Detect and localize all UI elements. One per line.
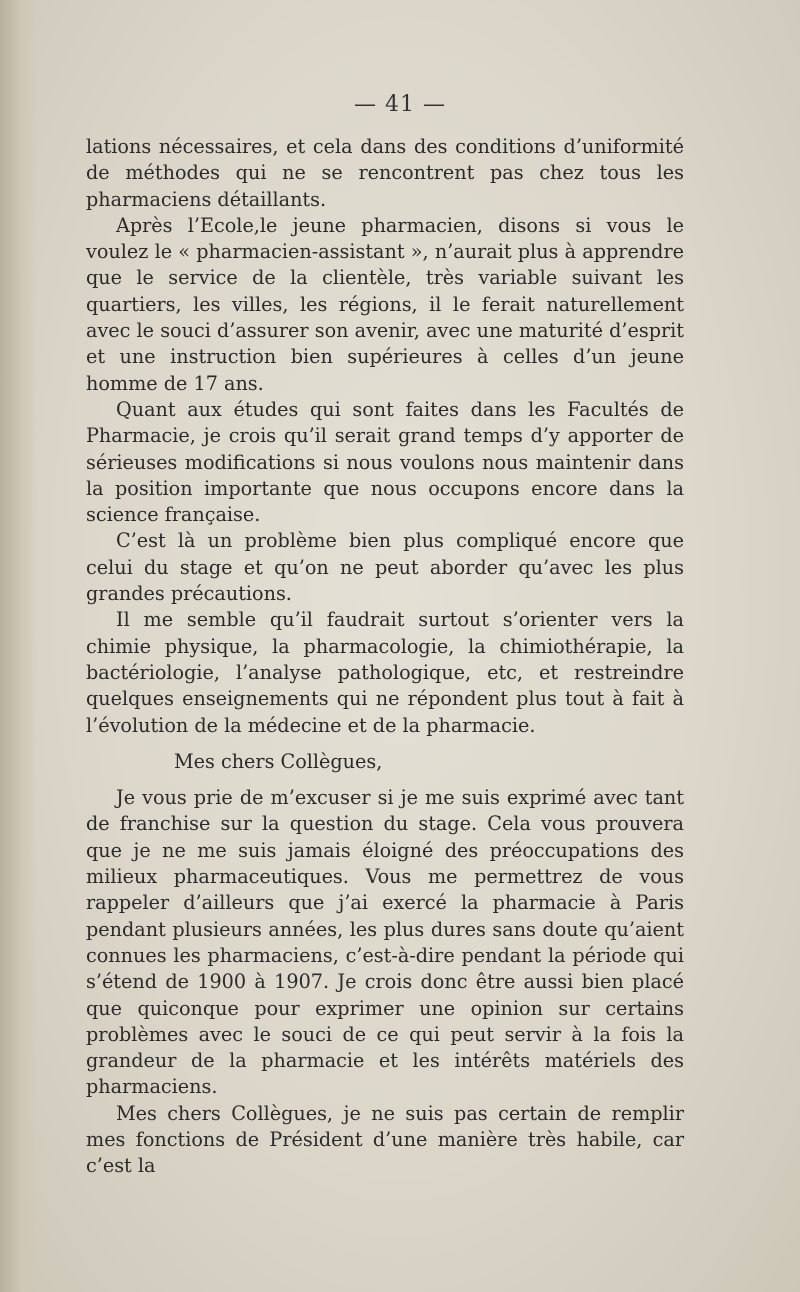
page-number: — 41 — bbox=[354, 92, 446, 117]
paragraph: Après l’Ecole,le jeune pharmacien, disons si vous le voulez le « pharmacien-assistant », n’aurait plus à apprendre que le service de la clientèle, très variable suivant les quartiers, les villes, les régions, il le ferait naturellement avec le souci d’assurer son avenir, avec une maturité d’esprit et une instruction bien supérieures à celles d’un jeune homme de 17 ans. bbox=[86, 213, 684, 395]
paragraph: lations nécessaires, et cela dans des conditions d’uniformité de méthodes qui ne se rencontrent pas chez tous les pharmaciens détaillants. bbox=[86, 135, 684, 211]
paragraph: C’est là un problème bien plus compliqué encore que celui du stage et qu’on ne peut aborder qu’avec les plus grandes précautions. bbox=[86, 529, 684, 606]
paragraph: Je vous prie de m’excuser si je me suis exprimé avec tant de franchise sur la question du stage. Cela vous prouvera que je ne me suis jamais éloigné des préoccupations des milieux pharmaceutiques. Vous me permettrez de vous rappeler d’ailleurs que j’ai exercé la pharmacie à Paris pendant plusieurs années, les plus dures sans doute qu’aient connues les pharmaciens, c’est-à-dire pendant la période qui s’étend de 1900 à 1907. Je crois donc être aussi bien placé que quiconque pour exprimer une opinion sur certains problèmes avec le souci de ce qui peut servir à la fois la grandeur de la pharmacie et les intérêts matériels des pharmaciens. bbox=[86, 786, 684, 1099]
paragraph: Quant aux études qui sont faites dans les Facultés de Pharmacie, je crois qu’il serait grand temps d’y apporter de sérieuses modifications si nous voulons nous maintenir dans la position importante que nous occupons encore dans la science française. bbox=[86, 397, 684, 527]
body-text bbox=[86, 134, 684, 1180]
page-spine-shadow bbox=[0, 0, 38, 1292]
paragraph: Il me semble qu’il faudrait surtout s’orienter vers la chimie physique, la pharmacologie, la chimiothérapie, la bactériologie, l’analyse pathologique, etc, et restreindre quelques enseignements qui ne répondent plus tout à fait à l’évolution de la médecine et de la pharmacie. bbox=[86, 608, 684, 737]
paragraph: Mes chers Collègues, je ne suis pas certain de remplir mes fonctions de Président d’une manière très habile, car c’est la bbox=[86, 1101, 684, 1178]
salutation: Mes chers Collègues, bbox=[174, 749, 383, 773]
